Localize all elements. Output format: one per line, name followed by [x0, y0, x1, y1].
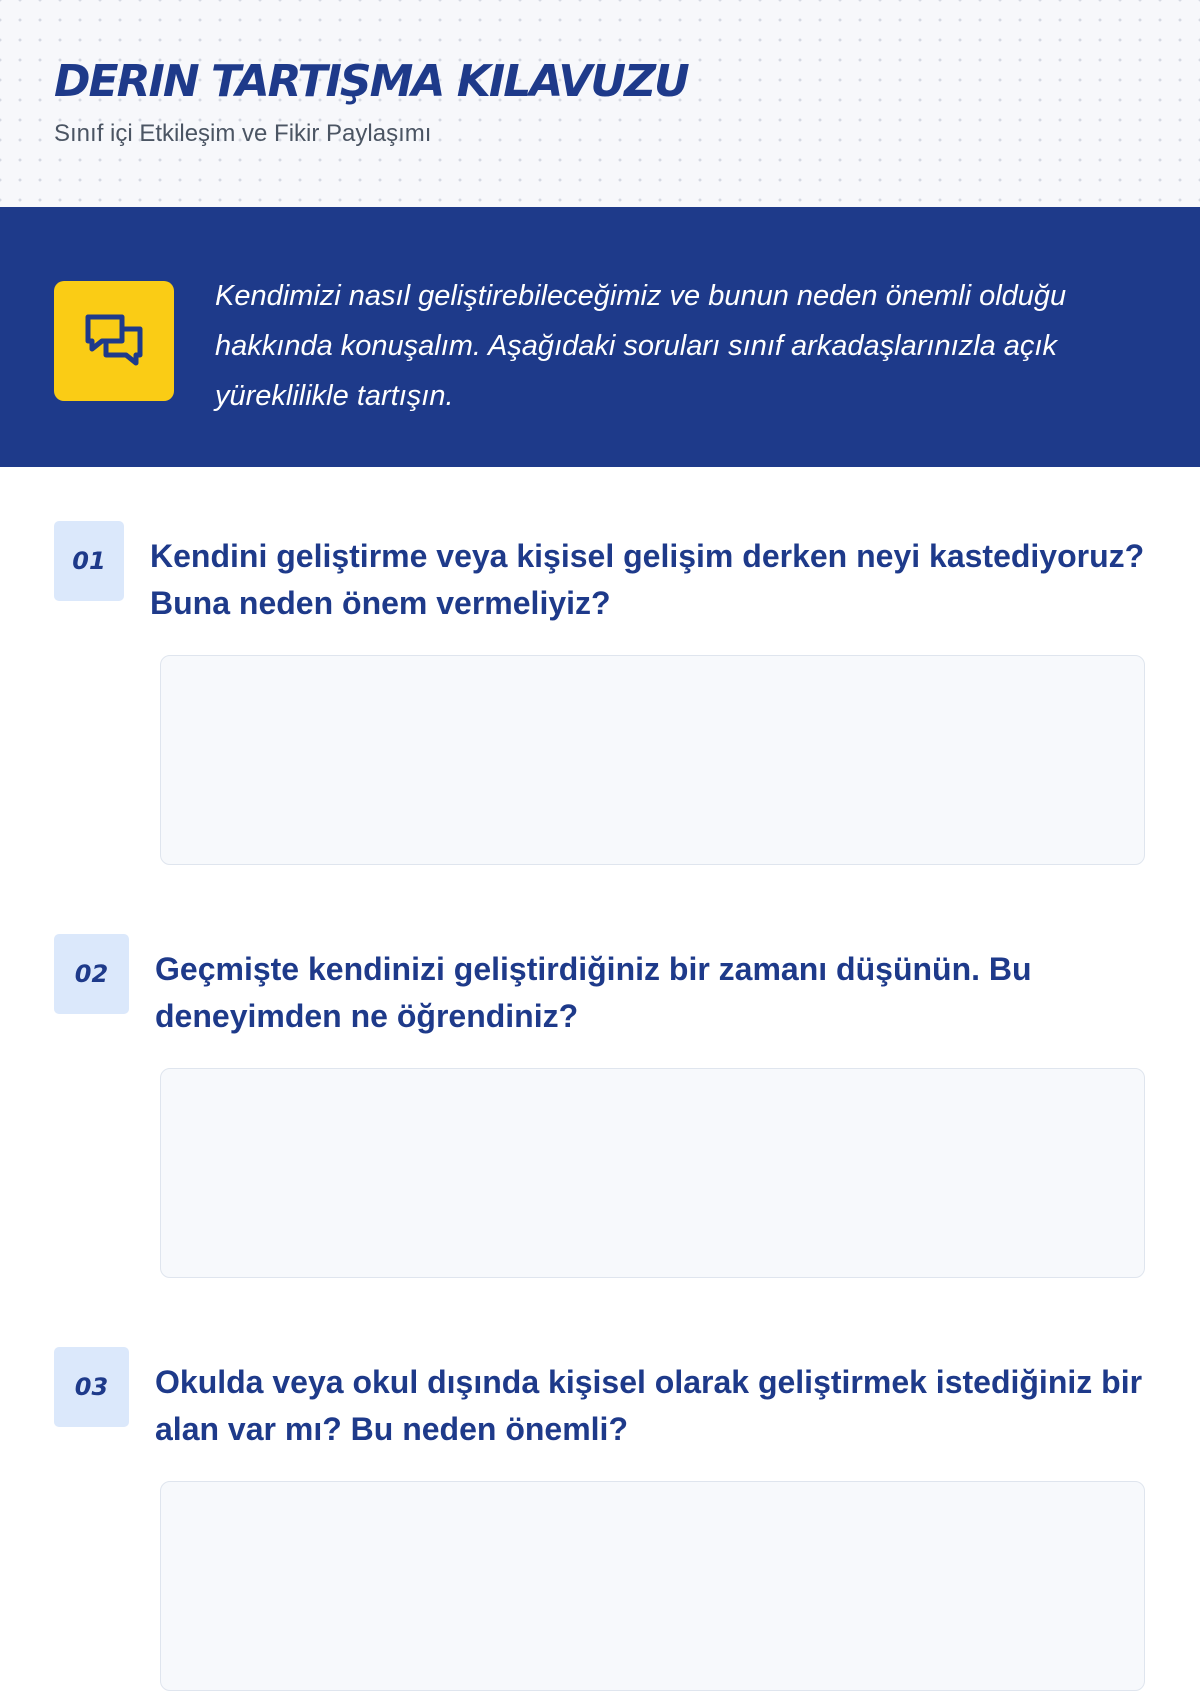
question-text: Okulda veya okul dışında kişisel olarak geliştirmek istediğiniz bir alan var mı? Bu neden önemli? — [155, 1364, 1143, 1447]
answer-box[interactable] — [160, 1481, 1145, 1691]
page-header — [0, 0, 1200, 207]
answer-box[interactable] — [160, 1068, 1145, 1278]
intro-text: Kendimizi nasıl geliştirebileceğimiz ve bunun neden önemli olduğu hakkında konuşalım. Aşağıdaki soruları sınıf arkadaşlarınızla açık yüreklilikle tartışın. — [215, 280, 1067, 412]
question-text: Kendini geliştirme veya kişisel gelişim derken neyi kastediyoruz? Buna neden önem vermeliyiz? — [150, 538, 1145, 621]
question-number-badge: 03 — [54, 1347, 129, 1427]
chat-bubbles-icon — [54, 281, 174, 401]
page-subtitle: Sınıf içi Etkileşim ve Fikir Paylaşımı — [54, 120, 432, 147]
question-number-badge: 01 — [54, 521, 124, 601]
answer-box[interactable] — [160, 655, 1145, 865]
question-text: Geçmişte kendinizi geliştirdiğiniz bir zamanı düşünün. Bu deneyimden ne öğrendiniz? — [155, 951, 1032, 1034]
page-title: DERIN TARTIŞMA KILAVUZU — [54, 56, 688, 107]
intro-banner — [0, 207, 1200, 467]
question-number-badge: 02 — [54, 934, 129, 1014]
